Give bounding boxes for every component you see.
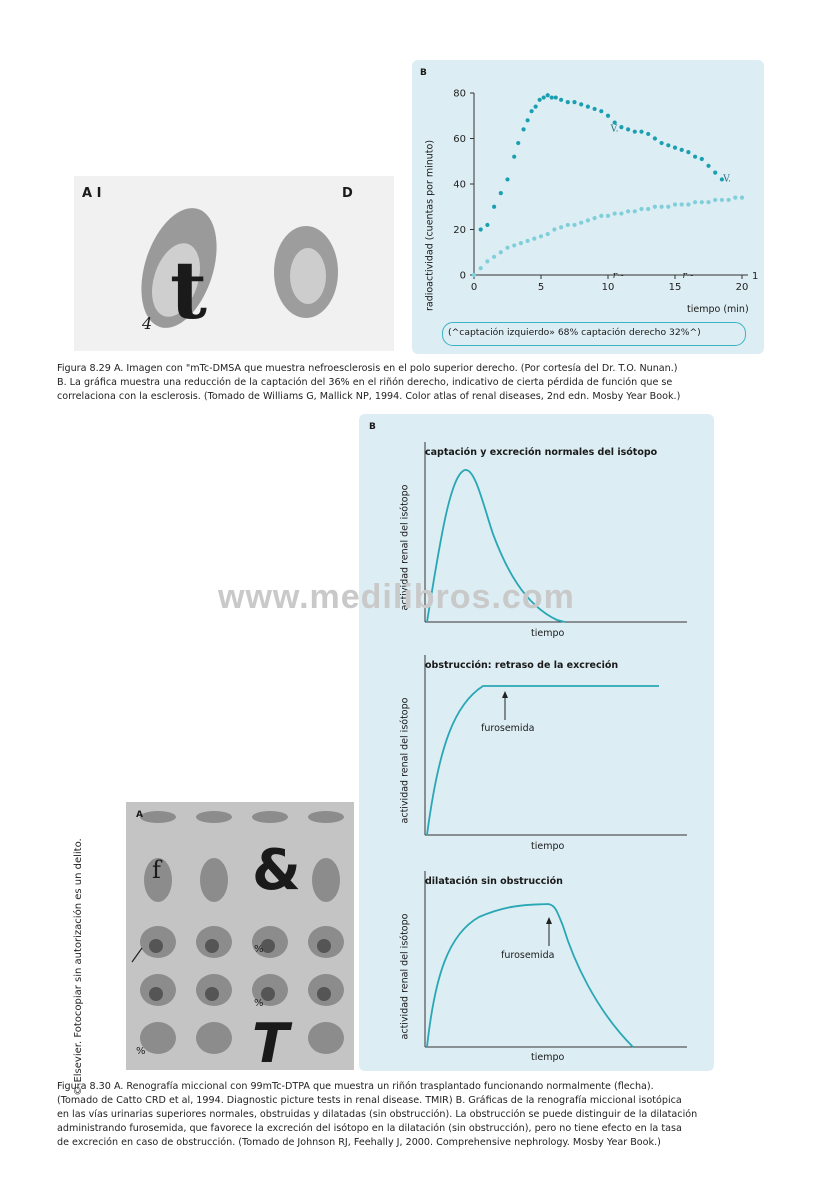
- mark-f: f: [152, 856, 161, 884]
- lower-series-point: [519, 241, 523, 245]
- lower-series-point: [505, 246, 509, 250]
- lower-series-point: [646, 207, 650, 211]
- lower-series-point: [740, 196, 744, 200]
- upper-series-point: [693, 155, 697, 159]
- fig830-panel-b: [359, 414, 714, 1071]
- renogram-curve: [427, 904, 633, 1047]
- lower-series-point: [559, 225, 563, 229]
- upper-series-point: [538, 98, 542, 102]
- upper-series-point: [542, 95, 546, 99]
- graph2-title: obstrucción: retraso de la excreción: [425, 660, 619, 671]
- lower-series-point: [512, 243, 516, 247]
- lower-series-point: [552, 227, 556, 231]
- lower-series-point: [619, 211, 623, 215]
- lower-series-point: [613, 211, 617, 215]
- fig829-caption-line-3: correlaciona con la esclerosis. (Tomado de Williams G, Mallick NP, 1994. Color atlas of renal diseases, 2nd edn. Mosby Year Book.): [57, 391, 681, 402]
- upper-series-point: [593, 107, 597, 111]
- lower-series-point: [546, 232, 550, 236]
- upper-series-point: [479, 227, 483, 231]
- upper-series-point: [619, 125, 623, 129]
- upper-series-point: [680, 148, 684, 152]
- upper-series-point: [550, 95, 554, 99]
- lower-series-point: [713, 198, 717, 202]
- x-tick-label: 20: [735, 282, 749, 293]
- y-tick-label: 20: [453, 225, 466, 236]
- x-tick-label: 5: [537, 282, 545, 293]
- lower-series-point: [673, 202, 677, 206]
- fig830-caption-line-1: Figura 8.30 A. Renografía miccional con 99mTc-DTPA que muestra un riñón trasplantado funcionando normalmente (flecha).: [57, 1081, 654, 1092]
- upper-series-point: [639, 130, 643, 134]
- furosemide-arrowhead: [546, 917, 552, 924]
- upper-series-point: [633, 130, 637, 134]
- upper-series-point: [566, 100, 570, 104]
- lower-series-point: [706, 200, 710, 204]
- panel-b-label: B: [420, 68, 427, 78]
- y-axis-label: radioactividad (cuentas por minuto): [424, 139, 436, 312]
- graph2-ylabel: actividad renal del isótopo: [399, 697, 411, 824]
- curve-mark: V.: [610, 124, 619, 135]
- renogram-curve: [427, 686, 659, 835]
- upper-series-point: [554, 95, 558, 99]
- upper-series-point: [534, 105, 538, 109]
- upper-series-point: [666, 143, 670, 147]
- y-tick-label: 40: [453, 179, 466, 191]
- watermark: www.medilibros.com: [218, 578, 575, 616]
- lower-series-point: [660, 205, 664, 209]
- lower-series-point: [539, 234, 543, 238]
- graph1-title: captación y excreción normales del isótopo: [425, 447, 658, 458]
- fig830-caption-line-3: en las vías urinarias superiores normales, obstruidas y dilatadas (sin obstrucción). La obstrucción se puede distinguir de la dilatación: [57, 1109, 698, 1120]
- mark-T: T: [252, 1012, 289, 1075]
- curve-mark: V.: [723, 174, 732, 185]
- panel-a-right-label: D: [342, 186, 353, 201]
- x-tick-label: 0: [470, 282, 478, 293]
- y-tick-label: 80: [453, 88, 466, 100]
- fig830-panel-a-image: [126, 802, 354, 1075]
- upper-series-point: [700, 157, 704, 161]
- upper-series-point: [686, 150, 690, 154]
- upper-series-point: [546, 93, 550, 97]
- lower-series-point: [727, 198, 731, 202]
- lower-series-point: [566, 223, 570, 227]
- graph3-annotation: furosemida: [501, 950, 555, 961]
- upper-series-point: [516, 141, 520, 145]
- upper-series-point: [530, 109, 534, 113]
- graph2-xlabel: tiempo: [531, 841, 565, 852]
- lower-series-point: [606, 214, 610, 218]
- panel-b-label: B: [369, 422, 376, 432]
- x-tick-label: 10: [601, 282, 615, 293]
- lower-series-point: [700, 200, 704, 204]
- axis-break-mark: r~: [682, 271, 695, 281]
- mark-percent-2: %: [254, 998, 264, 1009]
- furosemide-arrowhead: [502, 691, 508, 698]
- panel-a-label: A I: [82, 186, 102, 201]
- graph1-ylabel: actividad renal del isótopo: [399, 484, 411, 611]
- lower-series-point: [526, 239, 530, 243]
- renogram-graphs: [359, 414, 714, 1071]
- lower-series-point: [572, 223, 576, 227]
- copyright-sidebar: © Elsevier. Fotocopiar sin autorización es un delito.: [73, 838, 84, 1096]
- lower-series-point: [579, 221, 583, 225]
- lower-series-point: [639, 207, 643, 211]
- upper-series-point: [586, 105, 590, 109]
- mark-percent-3: %: [136, 1046, 146, 1057]
- mark-four: 4: [142, 314, 153, 333]
- upper-series-point: [646, 132, 650, 136]
- fig829-caption-line-1: Figura 8.29 A. Imagen con "mTc-DMSA que muestra nefroesclerosis en el polo superior derecho. (Por cortesía del Dr. T.O. Nunan.): [57, 363, 678, 374]
- right-tick-label: 1: [752, 271, 759, 282]
- mark-t: t: [170, 243, 207, 337]
- lower-series-point: [720, 198, 724, 202]
- fig829-panel-a-image: [74, 176, 394, 351]
- x-tick-label: 15: [668, 282, 682, 293]
- graph3-ylabel: actividad renal del isótopo: [399, 913, 411, 1040]
- kidney-scan-image: [74, 176, 394, 351]
- upper-series-point: [559, 98, 563, 102]
- upper-series-point: [579, 102, 583, 106]
- lower-series-point: [733, 196, 737, 200]
- lower-series-point: [653, 205, 657, 209]
- upper-series-point: [526, 118, 530, 122]
- graph3-title: dilatación sin obstrucción: [425, 876, 563, 887]
- lower-series-point: [479, 266, 483, 270]
- y-tick-label: 60: [453, 134, 466, 145]
- fig830-caption-line-5: de excreción en caso de obstrucción. (Tomado de Johnson RJ, Feehally J, 2000. Comprehensive nephrology. Mosby Year Book.): [57, 1137, 661, 1148]
- lower-series-point: [666, 205, 670, 209]
- panel-a-label: A: [136, 810, 143, 820]
- graph1-xlabel: tiempo: [531, 628, 565, 639]
- lower-series-point: [626, 209, 630, 213]
- upper-series-point: [505, 177, 509, 181]
- fig829-panel-b: [412, 60, 764, 354]
- upper-series-point: [673, 146, 677, 150]
- upper-series-point: [572, 100, 576, 104]
- upper-series-point: [713, 171, 717, 175]
- lower-series-point: [499, 250, 503, 254]
- upper-series-point: [660, 141, 664, 145]
- fig829-caption-line-2: B. La gráfica muestra una reducción de la captación del 36% en el riñón derecho, indicativo de cierta pérdida de función que se: [57, 377, 673, 388]
- upper-series-point: [706, 164, 710, 168]
- lower-series-point: [472, 273, 476, 277]
- renography-frames-image: [126, 802, 354, 1070]
- lower-series-point: [586, 218, 590, 222]
- graph3-xlabel: tiempo: [531, 1052, 565, 1063]
- upper-series-point: [521, 127, 525, 131]
- upper-series-point: [492, 205, 496, 209]
- lower-series-point: [686, 202, 690, 206]
- lower-series-point: [693, 200, 697, 204]
- lower-series-point: [633, 209, 637, 213]
- upper-series-point: [653, 136, 657, 140]
- fig830-caption-line-4: administrando furosemida, que favorece la excreción del isótopo en la dilatación (sin obstrucción), pero no tiene efecto en la tasa: [57, 1123, 682, 1134]
- lower-series-point: [532, 237, 536, 241]
- axis-break-mark: r~: [612, 271, 625, 281]
- lower-series-point: [485, 259, 489, 263]
- uptake-note: (^captación izquierdo» 68% captación derecho 32%^): [448, 327, 701, 338]
- upper-series-point: [599, 109, 603, 113]
- upper-series-point: [626, 127, 630, 131]
- lower-series-point: [680, 202, 684, 206]
- mark-ampersand: &: [252, 838, 301, 903]
- graph2-annotation: furosemida: [481, 723, 535, 734]
- upper-series-point: [499, 191, 503, 195]
- upper-series-point: [485, 223, 489, 227]
- upper-series-point: [606, 114, 610, 118]
- upper-series-point: [512, 155, 516, 159]
- fig830-caption-line-2: (Tomado de Catto CRD et al, 1994. Diagnostic picture tests in renal disease. TMIR) B. Gráficas de la renografía miccional isotópica: [57, 1095, 682, 1106]
- y-tick-label: 0: [459, 270, 466, 282]
- mark-percent-1: %: [254, 944, 264, 955]
- lower-series-point: [492, 255, 496, 259]
- lower-series-point: [593, 216, 597, 220]
- lower-series-point: [599, 214, 603, 218]
- x-axis-label: tiempo (min): [687, 304, 749, 315]
